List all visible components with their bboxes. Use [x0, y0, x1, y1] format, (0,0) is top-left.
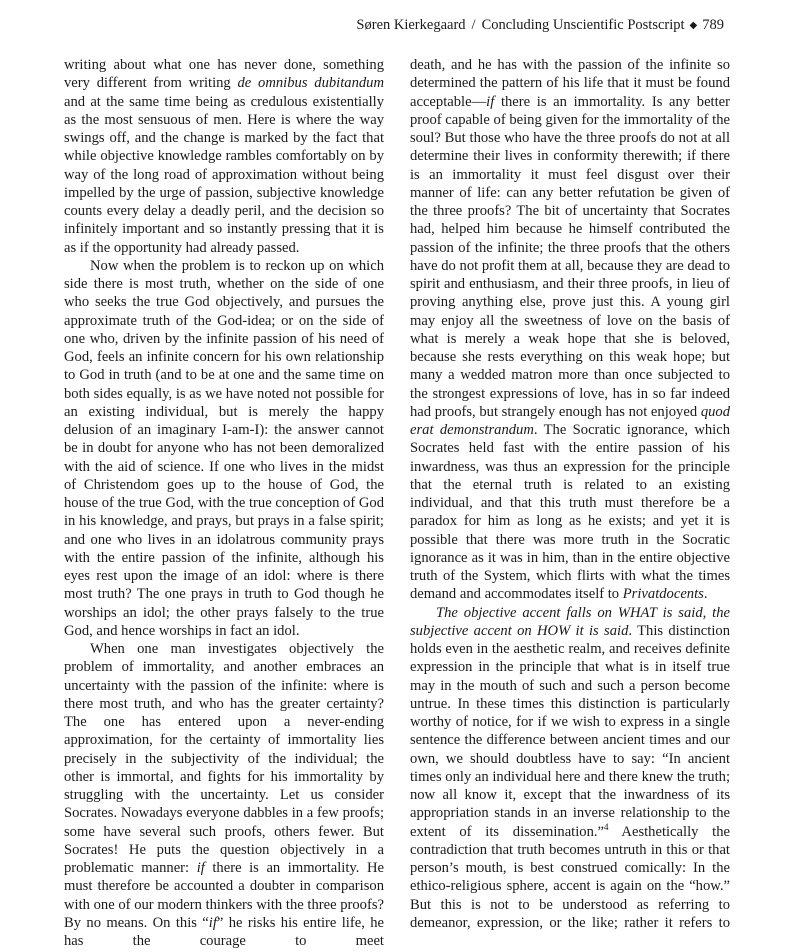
header-title: Concluding Unscientific Postscript: [481, 17, 685, 33]
text-run: When one man investigates objectively the problem of immortality, and another embraces an uncertainty with the passion of the infinite: where is there most truth, and who has the greater certainty? The one has entered upon a never-ending approximation, for the certainty of immortality lies precisely in the subjectivity of the individual; the other is immortal, and fights for his immortality by struggling with the uncertainty. Let us consider Socrates. Nowadays everyone dabbles in a few proofs; some have several such proofs, others fewer. But Socrates! He puts the question objectively in a problematic manner:: [64, 641, 384, 876]
header-separator: /: [471, 17, 476, 33]
italic-text: if: [486, 93, 495, 110]
text-run: writing about what one has never done, something very different from writing: [64, 57, 384, 92]
italic-text: if: [208, 914, 217, 931]
right-column: [410, 56, 730, 932]
text-run: Aesthetically the contradiction that truth becomes untruth in this or that person’s mouth, is best construed comically: In the ethico-religious sphere, accent is again on the “how.” But this is not to be understood as referring to demeanor, expression, or the like; rather it refers to: [410, 823, 730, 931]
text-run: death, and he has with the passion of the infinite so determined the pattern of his life that it must be found acceptable—: [410, 57, 730, 110]
diamond-icon: ◆: [689, 20, 698, 31]
paragraph: Now when the problem is to reckon up on which side there is most truth, whether on the side of one who seeks the true God objectively, and pursues the approximate truth of the God-idea; or on the side of one who, driven by the infinite passion of his need of God, feels an infinite concern for his own relationship to God in truth (and to be at one and the same time on both sides equally, is as we have noted not possible for an existing individual, but is merely the happy delusion of an imaginary I-am-I): the answer cannot be in doubt for anyone who has not been demoralized with the aid of science. If one who lives in the midst of Christendom goes up to the house of God, the house of the true God, with the true conception of God in his knowledge, and prays, but prays in a false spirit; and one who lives in an idolatrous community prays with the entire passion of the infinite, although his eyes rest upon the image of an idol: where is there most truth? The one prays in truth to God though he worships an idol; the other prays falsely to the true God, and hence worships in fact an idol.: [64, 257, 384, 639]
text-run: . The Socratic ignorance, which Socrates held fast with the entire passion of his inwardness, was thus an expression for the principle that the eternal truth is related to an existing individual, and that this truth must therefore be a paradox for him as long as he exists; and yet it is possible that there was more truth in the Socratic ignorance as it was in him, than in the entire objective truth of the System, which flirts with what the times demand and accommodates itself to: [410, 422, 730, 603]
footnote-marker: 4: [604, 821, 609, 832]
left-column: [64, 56, 384, 950]
text-run: .: [703, 586, 708, 603]
paragraph: [410, 56, 730, 604]
paragraph: [410, 604, 730, 933]
paragraph: [64, 56, 384, 257]
header-author: Søren Kierkegaard: [356, 17, 466, 33]
italic-text: Privatdocents: [622, 586, 704, 603]
text-run: there is an immortality. Is any better proof capable of being given for the immortality of the soul? But those who have the three proofs do not at all determine their lives in conformity therewith; if there is an immortality it must feel disgust over their manner of life: can any better refutation be given of the three proofs? The bit of uncertainty that Socrates had, helped him because he himself contributed the passion of the infinite; the three proofs that the others have do not profit them at all, because they are dead to spirit and enthusiasm, and their three proofs, in lieu of proving anything else, prove just this. A young girl may enjoy all the sweetness of love on the basis of what is merely a weak hope that she is beloved, because she rests everything on this weak hope; but many a wedded matron more than once subjected to the strongest expressions of love, has in so far indeed had proofs, but strangely enough has not enjoyed: [410, 93, 730, 420]
italic-text: de omnibus dubitandum: [237, 75, 384, 92]
paragraph: [64, 640, 384, 950]
text-run: ” he risks his entire life, he has the courage to meet: [64, 914, 384, 949]
italic-text: if: [196, 860, 205, 876]
text-run: and at the same time being as credulous existentially as the most sensuous of men. Here is where the way swings off, and the change is marked by the fact that while objective knowledge rambles comfortably on by way of the long road of approximation without being impelled by the urge of passion, subjective knowledge counts every delay a deadly peril, and the decision so infinitely important and so instantly pressing that it is as if the opportunity had already passed.: [64, 93, 384, 256]
running-header: [356, 17, 724, 34]
page-number: 789: [702, 17, 724, 33]
text-run: . This distinction holds even in the aesthetic realm, and receives definite expression in the principle that what is in itself true may in the mouth of such and such a person become untrue. In these times this distinction is particularly worthy of notice, for if we wish to express in a single sentence the difference between ancient times and our own, we should doubtless have to say: “In ancient times only an individual here and there knew the truth; now all know it, except that the inwardness of its appropriation stands in an inverse relationship to the extent of its dissemination.”: [410, 622, 730, 840]
italic-text: The objective accent falls on WHAT is said, the subjective accent on HOW it is said: [410, 604, 730, 639]
italic-text: quod erat demonstrandum: [410, 403, 730, 438]
text-run: there is an immortality. He must therefore be accounted a doubter in comparison with one of our modern thinkers with the three proofs? By no means. On this “: [64, 860, 385, 931]
